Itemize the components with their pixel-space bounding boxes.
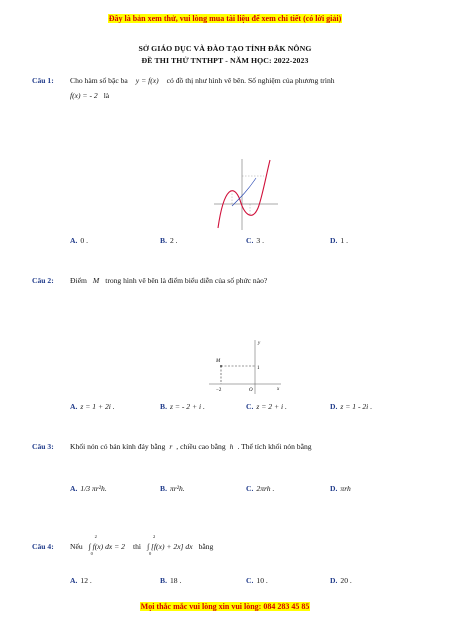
question-text: bằng (198, 542, 214, 551)
math-expr: y = f(x) (135, 76, 159, 85)
math-expr: M (92, 276, 100, 285)
upper-bound: 2 (94, 534, 97, 539)
answer-d[interactable]: D. 1 . (330, 236, 348, 245)
question-3 (32, 442, 312, 451)
question-label: Câu 2: (32, 276, 54, 285)
question-label: Câu 1: (32, 76, 54, 85)
header-exam-title: ĐỀ THI THỬ TNTHPT - NĂM HỌC: 2022-2023 (141, 56, 309, 65)
question-text: Cho hàm số bậc ba (70, 76, 128, 85)
math-expr: ∫ f(x) dx = 2 (88, 542, 125, 551)
y-axis-label: y (258, 341, 261, 346)
question-1 (32, 76, 335, 100)
question-text: . Thể tích khối nón bằng (237, 442, 312, 451)
point-m-label: M (216, 359, 221, 364)
bottom-banner-wrap (0, 602, 450, 611)
math-expr: f(x) = - 2 (70, 91, 98, 100)
answer-a[interactable]: A. z = 1 + 2i . (70, 402, 115, 411)
top-banner: Đây là bản xem thử, vui lòng mua tài liệu để xem chi tiết (có lời giải) (108, 14, 342, 23)
answer-c[interactable]: C. z = 2 + i . (246, 402, 287, 411)
answer-b[interactable]: B. 2 . (160, 236, 178, 245)
answer-d[interactable]: D. 20 . (330, 576, 352, 585)
answer-c[interactable]: C. 10 . (246, 576, 268, 585)
question-text: trong hình vẽ bên là điểm biểu diễn của số phức nào? (105, 276, 268, 285)
answer-d[interactable]: D. z = 1 - 2i . (330, 402, 373, 411)
answer-a[interactable]: A. 1/3 πr²h. (70, 484, 107, 493)
question-2 (32, 276, 267, 285)
answer-d[interactable]: D. πrh (330, 484, 351, 493)
tick-label: 1 (257, 366, 260, 371)
answer-c[interactable]: C. 2πrh . (246, 484, 275, 493)
header-department: SỞ GIÁO DỤC VÀ ĐÀO TẠO TỈNH ĐẮK NÔNG (138, 44, 312, 53)
question-text: Khối nón có bán kính đáy bằng (70, 442, 166, 451)
question-4 (32, 534, 214, 556)
point-m (220, 365, 222, 367)
question-text: là (103, 91, 110, 100)
question-text: Nếu (70, 542, 83, 551)
answer-a[interactable]: A. 12 . (70, 576, 92, 585)
math-expr: h (229, 442, 234, 451)
origin-label: O (249, 388, 253, 393)
lower-bound: 0 (90, 551, 93, 556)
answer-b[interactable]: B. πr²h. (160, 484, 185, 493)
integral-2 (147, 534, 193, 556)
question-text: có đồ thị như hình vẽ bên. Số nghiệm của phương trình (166, 76, 335, 85)
answer-a[interactable]: A. 0 . (70, 236, 88, 245)
math-expr: r (169, 442, 173, 451)
question-label: Câu 3: (32, 442, 54, 451)
top-banner-wrap (0, 14, 450, 23)
math-expr: ∫ [f(x) + 2x] dx (147, 542, 193, 551)
integral-1 (88, 534, 125, 556)
question-text: thì (132, 542, 141, 551)
answer-c[interactable]: C. 3 . (246, 236, 264, 245)
question-text: , chiều cao bằng (176, 442, 226, 451)
question-text: Điểm (70, 276, 87, 285)
question-label: Câu 4: (32, 542, 54, 551)
answer-b[interactable]: B. z = - 2 + i . (160, 402, 205, 411)
bottom-banner: Mọi thắc mắc vui lòng xin vui lòng: 084 283 45 85 (140, 602, 310, 611)
tick-label: −2 (216, 388, 222, 393)
cubic-curve (218, 160, 270, 228)
lower-bound: 0 (149, 551, 152, 556)
upper-bound: 2 (153, 534, 156, 539)
answer-b[interactable]: B. 18 . (160, 576, 182, 585)
cubic-graph (212, 156, 282, 232)
complex-plane-graph (205, 336, 285, 396)
x-axis-label: x (277, 387, 280, 392)
